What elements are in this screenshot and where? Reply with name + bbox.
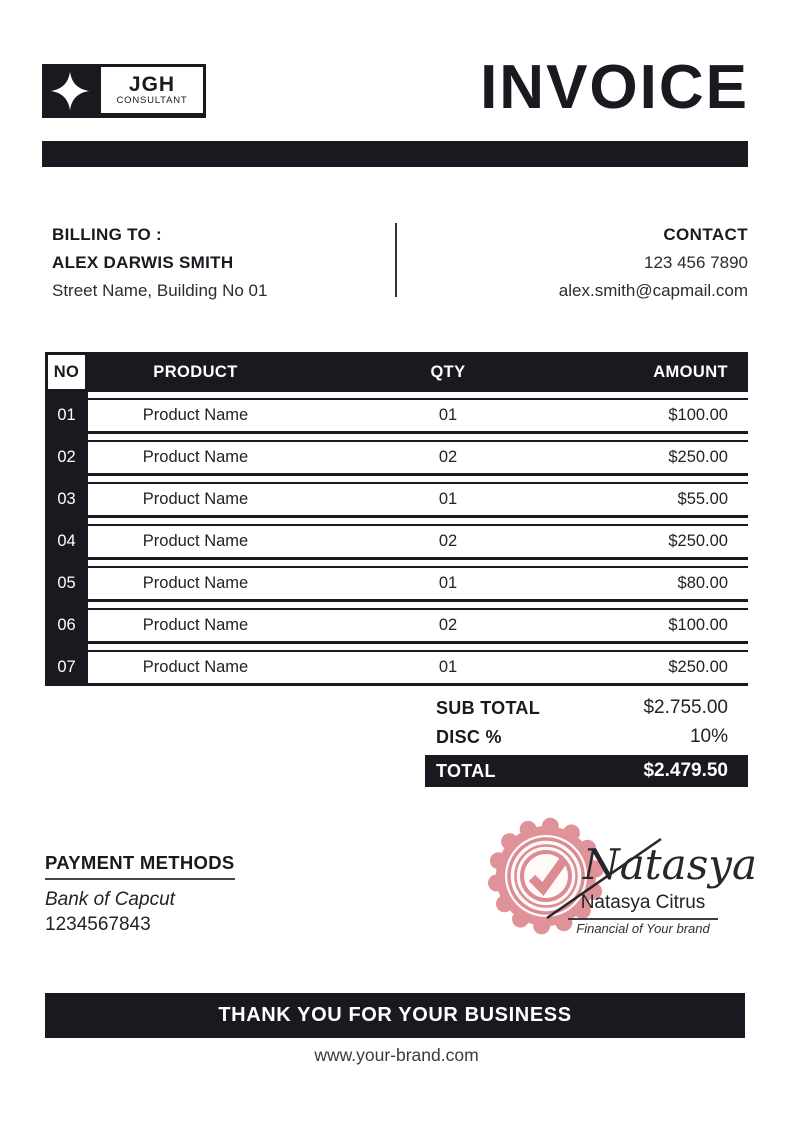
subtotal-value: $2.755.00 — [643, 697, 728, 718]
row-number: 06 — [57, 616, 76, 634]
row-amount: $250.00 — [593, 652, 748, 683]
discount-row — [425, 722, 748, 752]
table-row — [45, 440, 748, 476]
header-no: NO — [45, 352, 88, 392]
page-title: INVOICE — [480, 53, 749, 122]
vertical-divider — [395, 223, 397, 297]
row-product: Product Name — [88, 442, 303, 473]
signature-script: Natasya — [583, 840, 758, 889]
row-product: Product Name — [88, 484, 303, 515]
row-qty: 01 — [303, 652, 593, 683]
logo-subtitle: CONSULTANT — [116, 95, 188, 107]
logo-name: JGH — [128, 72, 176, 96]
header-divider-bar — [42, 141, 748, 167]
row-number: 05 — [57, 574, 76, 592]
thank-you-message: THANK YOU FOR YOUR BUSINESS — [218, 1004, 572, 1026]
table-row — [45, 608, 748, 644]
row-amount: $55.00 — [593, 484, 748, 515]
table-row — [45, 482, 748, 518]
signer-role: Financial of Your brand — [576, 921, 710, 936]
total-label: TOTAL — [436, 760, 496, 781]
billing-name: ALEX DARWIS SMITH — [52, 253, 234, 272]
table-row — [45, 524, 748, 560]
row-qty: 01 — [303, 400, 593, 431]
header-product: PRODUCT — [88, 352, 303, 392]
subtotal-row — [425, 694, 748, 722]
bank-name: Bank of Capcut — [45, 889, 175, 910]
row-amount: $250.00 — [593, 526, 748, 557]
header-qty: QTY — [303, 352, 593, 392]
discount-value: 10% — [689, 726, 728, 747]
totals-section — [425, 694, 748, 787]
contact-phone: 123 456 7890 — [644, 253, 748, 272]
billing-section — [52, 221, 267, 305]
table-row — [45, 566, 748, 602]
payment-section — [45, 852, 235, 936]
row-number: 07 — [57, 658, 76, 676]
footer-banner — [45, 993, 745, 1038]
row-number: 04 — [57, 532, 76, 550]
discount-label: DISC % — [436, 726, 502, 747]
total-row — [425, 755, 748, 787]
row-product: Product Name — [88, 526, 303, 557]
signer-name: Natasya Citrus — [568, 892, 718, 920]
contact-section — [559, 221, 748, 305]
row-qty: 02 — [303, 526, 593, 557]
items-table — [45, 352, 748, 686]
table-row — [45, 650, 748, 686]
row-product: Product Name — [88, 568, 303, 599]
row-amount: $80.00 — [593, 568, 748, 599]
row-product: Product Name — [88, 652, 303, 683]
logo-mark — [42, 64, 98, 118]
sparkle-icon — [50, 71, 90, 111]
row-qty: 01 — [303, 484, 593, 515]
contact-heading: CONTACT — [663, 225, 748, 244]
total-value: $2.479.50 — [643, 760, 728, 781]
table-row — [45, 398, 748, 434]
contact-email: alex.smith@capmail.com — [558, 281, 748, 300]
row-number: 03 — [57, 490, 76, 508]
row-qty: 02 — [303, 442, 593, 473]
row-amount: $100.00 — [593, 610, 748, 641]
row-amount: $250.00 — [593, 442, 748, 473]
row-product: Product Name — [88, 400, 303, 431]
row-number: 01 — [57, 406, 76, 424]
payment-heading: PAYMENT METHODS — [45, 852, 235, 880]
row-qty: 01 — [303, 568, 593, 599]
row-qty: 02 — [303, 610, 593, 641]
row-number: 02 — [57, 448, 76, 466]
billing-address: Street Name, Building No 01 — [52, 281, 268, 300]
logo-text-box — [98, 64, 206, 118]
website-url: www.your-brand.com — [314, 1045, 479, 1065]
row-amount: $100.00 — [593, 400, 748, 431]
header-amount: AMOUNT — [593, 352, 748, 392]
row-product: Product Name — [88, 610, 303, 641]
subtotal-label: SUB TOTAL — [436, 697, 541, 718]
account-number: 1234567843 — [45, 914, 151, 935]
table-header-row — [45, 352, 748, 392]
billing-heading: BILLING TO : — [52, 225, 162, 244]
